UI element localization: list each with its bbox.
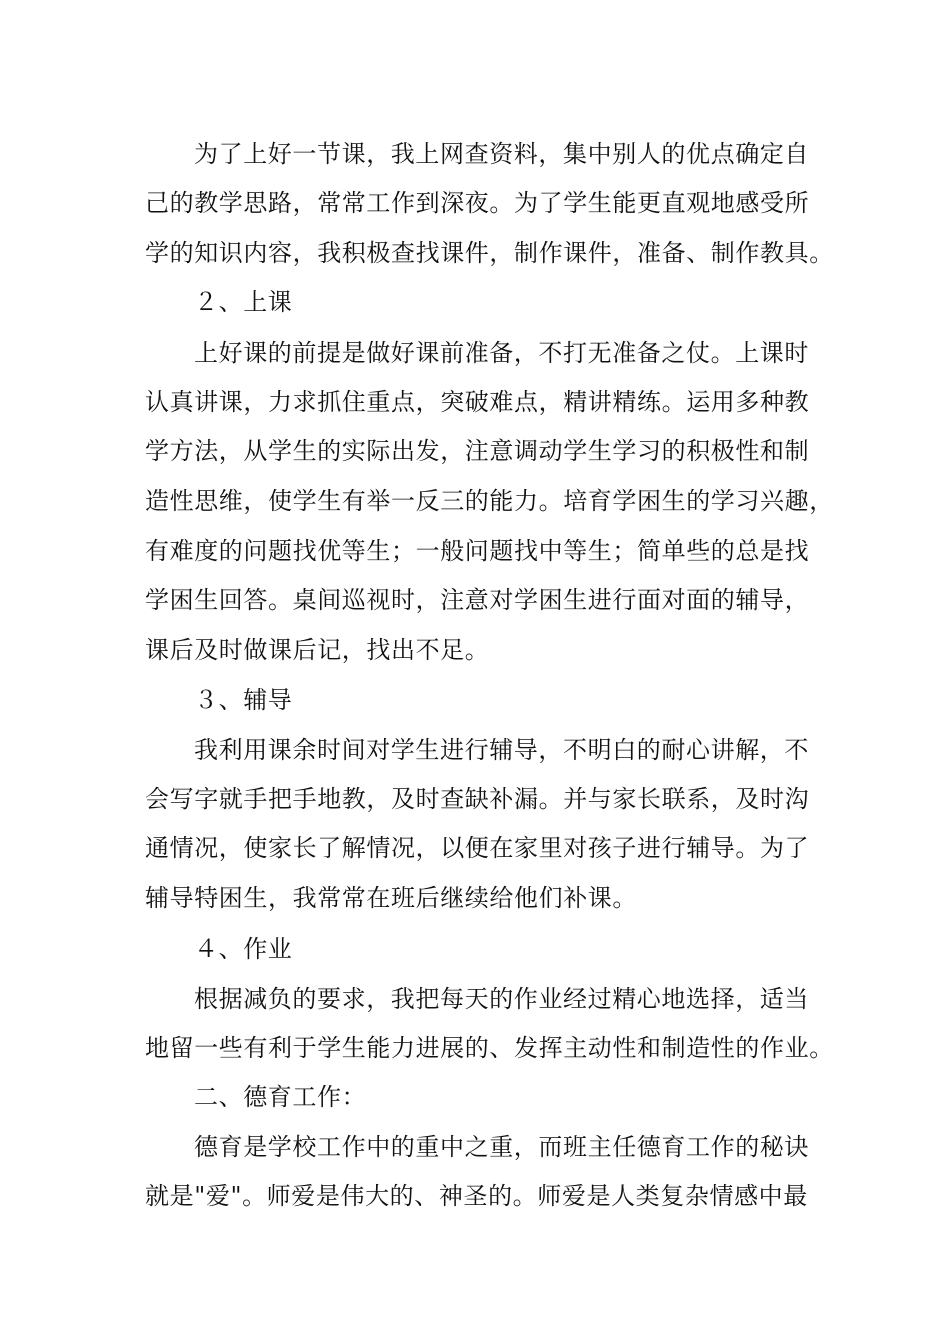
- paragraph-line: 有难度的问题找优等生；一般问题找中等生；简单些的总是找: [145, 537, 810, 565]
- paragraph-line: 认真讲课，力求抓住重点，突破难点，精讲精练。运用多种教: [145, 388, 810, 416]
- paragraph-line: 辅导特困生，我常常在班后继续给他们补课。: [145, 884, 637, 912]
- paragraph-line: 根据减负的要求，我把每天的作业经过精心地选择，适当: [194, 985, 809, 1013]
- paragraph-line: 学的知识内容，我积极查找课件，制作课件，准备、制作教具。: [145, 239, 834, 267]
- paragraph-line: 我利用课余时间对学生进行辅导，不明白的耐心讲解，不: [194, 736, 809, 764]
- paragraph-line: 课后及时做课后记，找出不足。: [145, 636, 490, 664]
- paragraph-line: 就是"爱"。师爱是伟大的、神圣的。师爱是人类复杂情感中最: [145, 1182, 808, 1210]
- section-heading-lesson: ２、上课: [194, 288, 293, 316]
- paragraph-line: 为了上好一节课，我上网查资料，集中别人的优点确定自: [194, 140, 809, 168]
- paragraph-line: 己的教学思路，常常工作到深夜。为了学生能更直观地感受所: [145, 189, 810, 217]
- section-heading-moral-education: 二、德育工作：: [194, 1083, 367, 1111]
- paragraph-line: 造性思维，使学生有举一反三的能力。培育学困生的学习兴趣，: [145, 487, 834, 515]
- paragraph-line: 通情况，使家长了解情况，以便在家里对孩子进行辅导。为了: [145, 834, 810, 862]
- paragraph-line: 地留一些有利于学生能力进展的、发挥主动性和制造性的作业。: [145, 1034, 834, 1062]
- section-heading-homework: ４、作业: [194, 935, 293, 963]
- paragraph-line: 德育是学校工作中的重中之重，而班主任德育工作的秘诀: [194, 1133, 809, 1161]
- paragraph-line: 学方法，从学生的实际出发，注意调动学生学习的积极性和制: [145, 437, 810, 465]
- paragraph-line: 会写字就手把手地教，及时查缺补漏。并与家长联系，及时沟: [145, 785, 810, 813]
- section-heading-tutoring: ３、辅导: [194, 686, 293, 714]
- paragraph-line: 学困生回答。桌间巡视时，注意对学困生进行面对面的辅导，: [145, 586, 810, 614]
- paragraph-line: 上好课的前提是做好课前准备，不打无准备之仗。上课时: [194, 339, 809, 367]
